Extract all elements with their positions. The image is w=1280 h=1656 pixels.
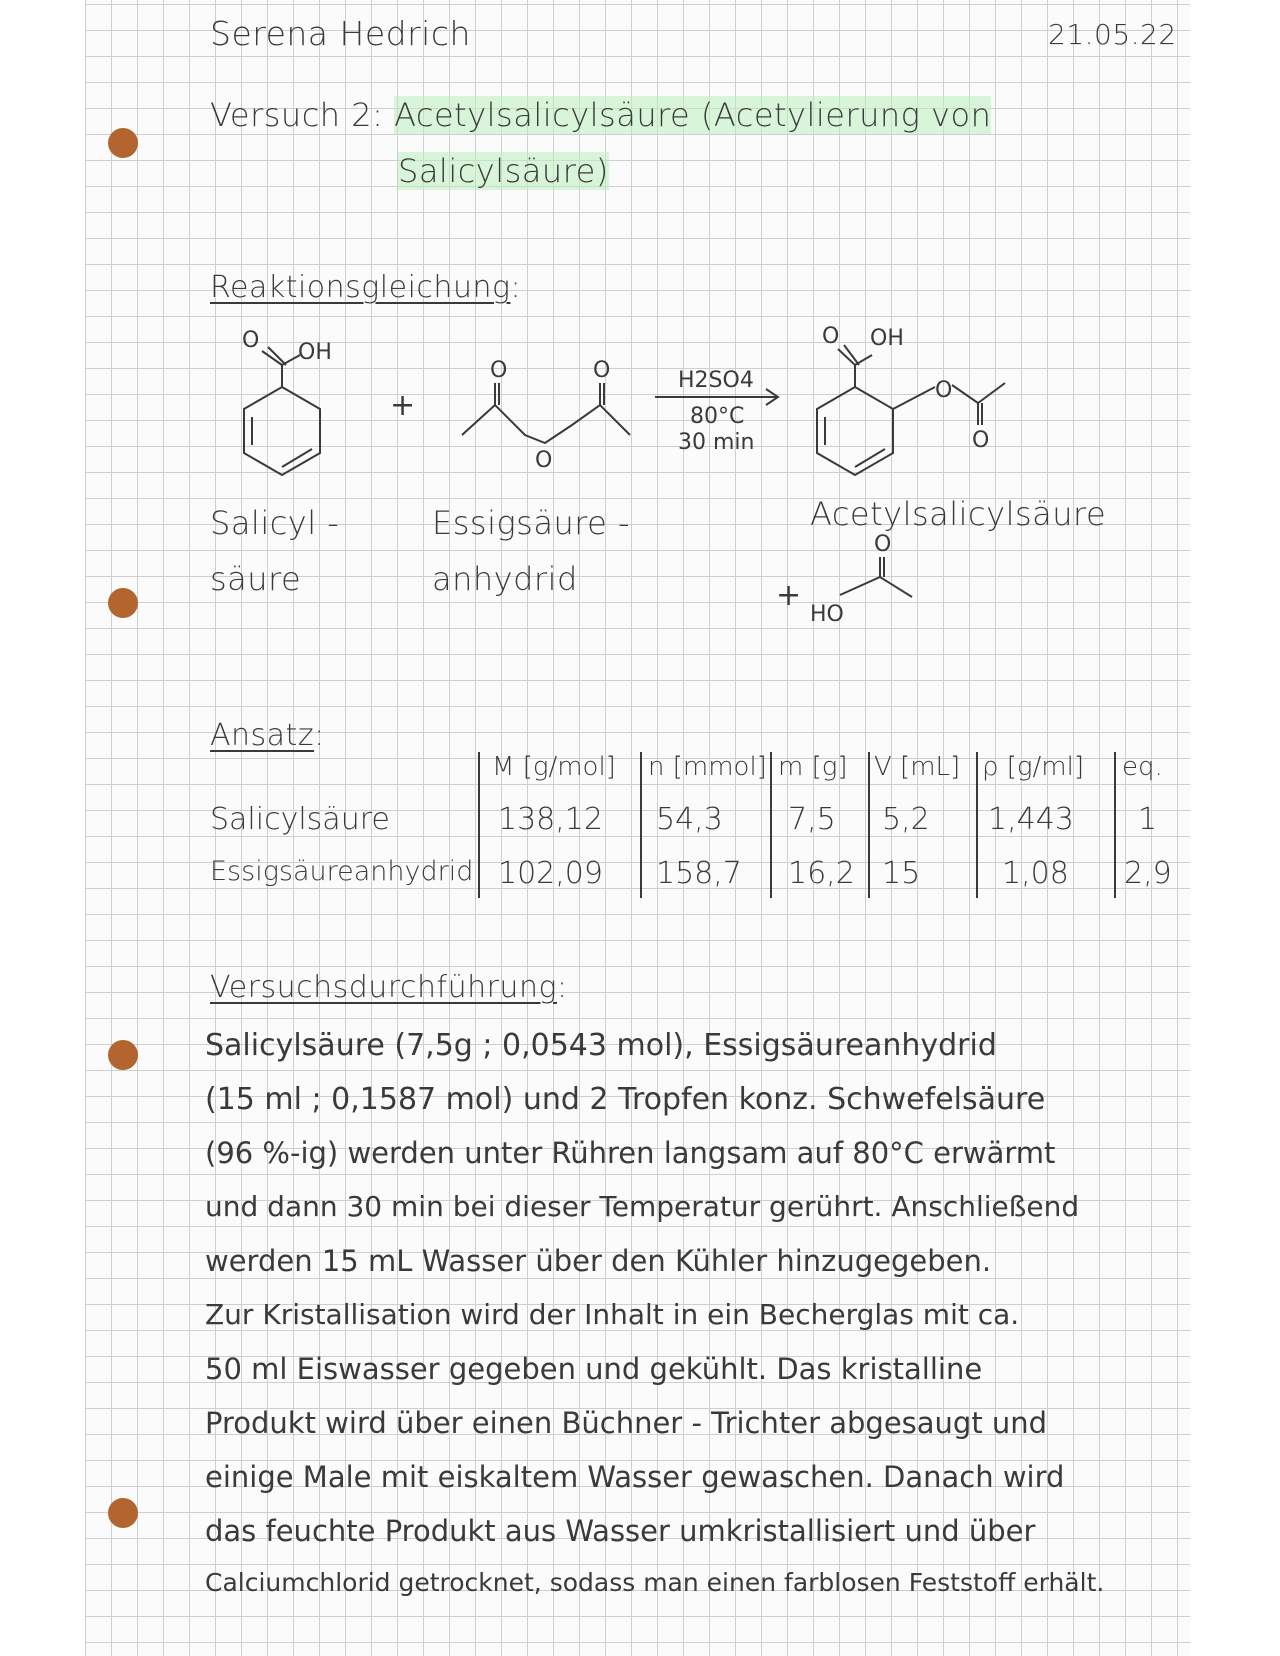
condition-time: 30 min: [678, 430, 755, 455]
row-name: Essigsäureanhydrid: [210, 856, 474, 887]
procedure-line: (96 %-ig) werden unter Rühren langsam auf 80°C erwärmt: [205, 1136, 1056, 1170]
procedure-line: werden 15 mL Wasser über den Kühler hinzugegeben.: [205, 1244, 992, 1278]
author-name: Serena Hedrich: [210, 14, 471, 53]
column-header-V: V [mL]: [874, 752, 961, 782]
svg-text:O: O: [593, 358, 611, 383]
svg-text:HO: HO: [810, 602, 844, 627]
svg-text:O: O: [535, 448, 553, 473]
condition-catalyst: H2SO4: [678, 368, 754, 393]
punch-hole: [108, 1498, 138, 1528]
row-name: Salicylsäure: [210, 802, 390, 837]
column-header-n: n [mmol]: [648, 752, 767, 782]
table-cell: 158,7: [656, 856, 742, 891]
date: 21.05.22: [1048, 18, 1177, 51]
condition-temperature: 80°C: [690, 404, 745, 429]
svg-text:O: O: [874, 532, 892, 557]
ansatz-heading: Ansatz:: [210, 718, 325, 753]
plus-sign: +: [390, 388, 416, 423]
table-cell: 7,5: [788, 802, 836, 837]
table-cell: 102,09: [498, 856, 603, 891]
procedure-line: das feuchte Produkt aus Wasser umkristallisiert und über: [205, 1514, 1036, 1548]
product-name: Acetylsalicylsäure: [810, 495, 1107, 533]
column-header-rho: ρ [g/ml]: [982, 752, 1084, 782]
title-line-1: Acetylsalicylsäure (Acetylierung von: [394, 96, 992, 134]
table-cell: 1: [1138, 802, 1158, 837]
table-cell: 1,08: [1002, 856, 1069, 891]
column-header-M: M [g/mol]: [492, 752, 616, 782]
procedure-line: Produkt wird über einen Büchner - Trichter abgesaugt und: [205, 1406, 1048, 1440]
table-cell: 16,2: [788, 856, 855, 891]
punch-hole: [108, 128, 138, 158]
procedure-line: Calciumchlorid getrocknet, sodass man einen farblosen Feststoff erhält.: [205, 1568, 1105, 1597]
table-cell: 5,2: [882, 802, 930, 837]
svg-text:O: O: [972, 428, 990, 453]
procedure-line: (15 ml ; 0,1587 mol) und 2 Tropfen konz. Schwefelsäure: [205, 1082, 1046, 1117]
experiment-title: [210, 96, 991, 134]
title-line-2: Salicylsäure): [398, 152, 609, 190]
reaction-heading: Reaktionsgleichung:: [210, 270, 522, 305]
benzene-ring: [244, 387, 320, 475]
table-cell: 2,9: [1124, 856, 1172, 891]
procedure-line: Salicylsäure (7,5g ; 0,0543 mol), Essigsäureanhydrid: [205, 1028, 997, 1063]
procedure-line: und dann 30 min bei dieser Temperatur gerührt. Anschließend: [205, 1190, 1080, 1223]
svg-text:O: O: [822, 325, 840, 349]
column-header-m: m [g]: [778, 752, 848, 782]
svg-text:OH: OH: [298, 340, 332, 365]
table-cell: 1,443: [988, 802, 1074, 837]
procedure-line: Zur Kristallisation wird der Inhalt in ein Becherglas mit ca.: [205, 1298, 1020, 1331]
table-cell: 54,3: [656, 802, 723, 837]
procedure-line: 50 ml Eiswasser gegeben und gekühlt. Das kristalline: [205, 1352, 983, 1386]
procedure-line: einige Male mit eiskaltem Wasser gewaschen. Danach wird: [205, 1460, 1065, 1494]
punch-hole: [108, 588, 138, 618]
table-cell: 15: [882, 856, 921, 891]
reactant-1-name: Salicyl - säure: [210, 504, 340, 598]
table-cell: 138,12: [498, 802, 603, 837]
svg-text:O: O: [935, 378, 953, 403]
svg-text:O: O: [490, 358, 508, 383]
svg-text:O: O: [242, 328, 260, 353]
procedure-heading: Versuchsdurchführung:: [210, 970, 568, 1005]
punch-hole: [108, 1040, 138, 1070]
column-header-eq: eq.: [1122, 752, 1163, 782]
plus-sign: +: [776, 578, 802, 613]
svg-text:OH: OH: [870, 326, 904, 351]
experiment-number: Versuch 2:: [210, 96, 384, 134]
reactant-2-name: Essigsäure - anhydrid: [432, 504, 631, 598]
